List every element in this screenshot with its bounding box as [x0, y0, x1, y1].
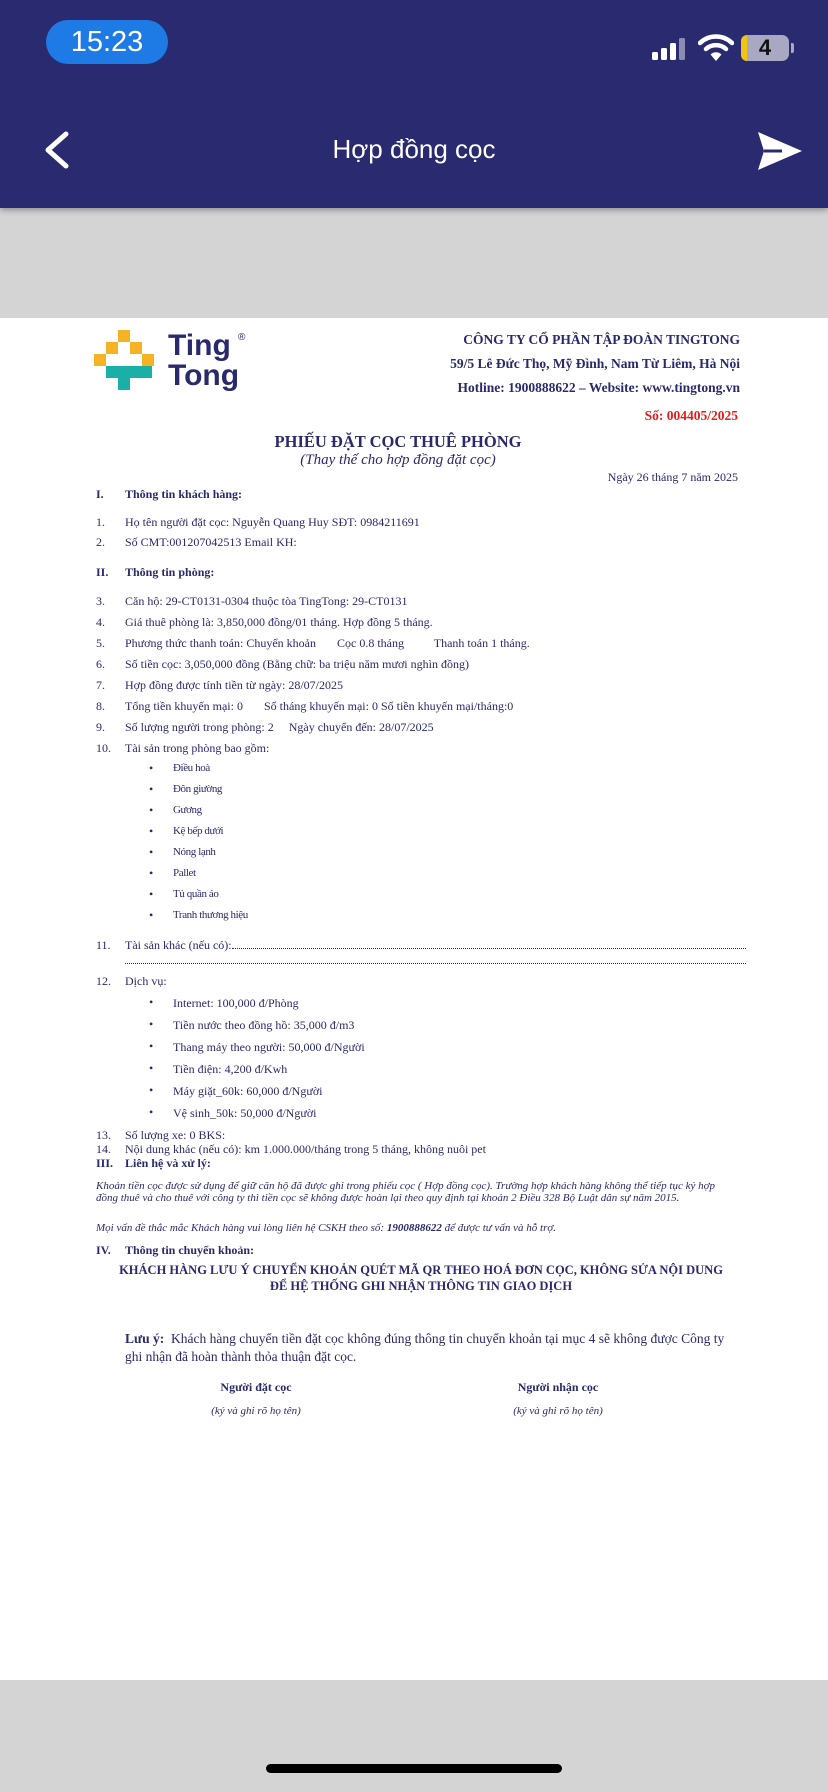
section-heading: Liên hệ và xử lý: — [125, 1156, 211, 1170]
occupants-move-in: Số lượng người trong phòng: 2 Ngày chuyển đến: 28/07/2025 — [125, 720, 434, 734]
send-icon[interactable] — [756, 130, 804, 172]
section-number: IV. — [96, 1243, 111, 1257]
list-item: Đôn giường — [173, 783, 223, 795]
receiver-signature-title: Người nhận cọc — [517, 1380, 599, 1394]
vehicle-count: Số lượng xe: 0 BKS: — [125, 1128, 226, 1142]
brand-logo — [92, 328, 252, 402]
section-number: I. — [96, 487, 104, 501]
document-date: Ngày 26 tháng 7 năm 2025 — [607, 470, 738, 484]
cellular-signal-icon — [652, 38, 688, 60]
document-title: PHIẾU ĐẶT CỌC THUÊ PHÒNG — [274, 432, 522, 451]
home-indicator[interactable] — [266, 1764, 562, 1773]
item-number: 10. — [96, 741, 111, 755]
list-item: Nóng lạnh — [173, 846, 216, 858]
depositor-signature-title: Người đặt cọc — [220, 1380, 292, 1394]
wifi-icon — [698, 34, 734, 62]
receiver-signature-hint: (ký và ghi rõ họ tên) — [513, 1405, 603, 1417]
list-item: Thang máy theo người: 50,000 đ/Người — [173, 1040, 365, 1054]
depositor-signature-hint: (ký và ghi rõ họ tên) — [211, 1405, 301, 1417]
note-text: Khách hàng chuyển tiền đặt cọc không đúng thông tin chuyển khoản tại mục 4 sẽ không được Công ty ghi nhận đã hoàn thành thỏa thuận đặt cọc. — [125, 1331, 728, 1364]
item-number: 1. — [96, 515, 105, 529]
note-label: Lưu ý: — [125, 1331, 165, 1346]
document-subtitle: (Thay thế cho hợp đồng đặt cọc) — [300, 452, 496, 468]
status-time: 15:23 — [46, 20, 168, 64]
section-heading: Thông tin phòng: — [125, 565, 215, 579]
deposit-amount: Số tiền cọc: 3,050,000 đồng (Bằng chữ: ba triệu năm mươi nghìn đồng) — [125, 657, 469, 671]
fill-in-line — [125, 963, 746, 964]
deposit-terms: Khoản tiền cọc được sử dụng để giữ căn hộ đã được ghi trong phiếu cọc ( Hợp đồng cọc). Trường hợp khách hàng không thể tiếp tục ký hợp đồng thuê và cho thuê với công ty thì tiền cọc sẽ không được hoàn lại theo quy định tại khoản 2 Điều 328 Bộ Luật dân sự năm 2015. — [96, 1180, 715, 1204]
brand-name-line1: Ting — [168, 329, 231, 362]
document-page: Ting ® Tong CÔNG TY CỔ PHẦN TẬP ĐOÀN TINGTONG 59/5 Lê Đức Thọ, Mỹ Đình, Nam Từ Liêm, Hà Nội Hotline: 1900888622 – Website: www.tingtong.vn Số: 004405/2025 PHIẾU ĐẶT CỌC THUÊ PHÒNG (Thay thế cho hợp đồng đặt cọc) Ngày 26 tháng 7 năm 2025 I. Thông tin khách hàng: 1. Họ tên người đặt cọc: Nguyễn Quang Huy SĐT: 0984211691 2. Số CMT:001207042513 Email KH: II. Thông tin phòng: 3. Căn hộ: 29-CT0131-0304 thuộc tòa TingTong: 29-CT0131 4. Giá thuê phòng là: 3,850,000 đồng/01 tháng. Hợp đồng 5 tháng. 5. Phương thức thanh toán: Chuyển khoản Cọc 0.8 tháng Thanh toán 1 tháng. 6. Số tiền cọc: 3,050,000 đồng (Bằng chữ: ba triệu năm mươi nghìn đồng) 7. Hợp đồng được tính tiền từ ngày: 28/07/2025 8. Tổng tiền khuyến mại: 0 Số tháng khuyến mại: 0 Số tiền khuyến mại/tháng:0 9. Số lượng người trong phòng: 2 Ngày chuyển đến: 28/07/2025 10. Tài sản trong phòng bao gồm: • Điều hoà • Đôn giường • Gương • Kệ bếp dưới • Nóng lạnh • Pallet • Tủ quần áo • Tranh thương hiệu 11. Tài sản khác (nếu có): 12. Dịch vụ: • Internet: 100,000 đ/Phòng • Tiền nước theo đồng hồ: 35,000 đ/m3 • Thang máy theo người: 50,000 đ/Người • Tiền điện: 4,200 đ/Kwh • Máy giặt_60k: 60,000 đ/Người • Vệ sinh_50k: 50,000 đ/Người 13. Số lượng xe: 0 BKS: 14. Nội dung khác (nếu có): km 1.000.000/tháng trong 5 tháng, không nuôi pet III. Liên hệ và xử lý: Khoản tiền cọc được sử dụng để giữ căn hộ đã được ghi trong phiếu cọc ( Hợp đồng cọc). Trường hợp khách hàng không thể tiếp tục ký hợp đồng thuê và cho thuê với công ty thì tiền cọc sẽ không được hoàn lại theo quy định tại khoản 2 Điều 328 Bộ Luật dân sự năm 2015. Mọi vấn đề thắc mắc Khách hàng vui lòng liên hệ CSKH theo số: 1900888622 để được tư vấn và hỗ trợ. IV. Thông tin chuyển khoản: KHÁCH HÀNG LƯU Ý CHUYỂN KHOẢN QUÉT MÃ QR THEO HOÁ ĐƠN CỌC, KHÔNG SỬA NỘI DUNG ĐỂ HỆ THỐNG GHI NHẬN THÔNG TIN GIAO DỊCH Lưu ý: Khách hàng chuyển tiền đặt cọc không đúng thông tin chuyển khoản tại mục 4 sẽ không được Công ty ghi nhận đã hoàn thành thỏa thuận đặt cọc. Người đặt cọc (ký và ghi rõ họ tên) Người nhận cọc (ký và ghi rõ họ tên) — [0, 318, 828, 1680]
rent-price: Giá thuê phòng là: 3,850,000 đồng/01 tháng. Hợp đồng 5 tháng. — [125, 615, 433, 629]
section-heading: Thông tin khách hàng: — [125, 487, 243, 501]
registered-mark: ® — [238, 332, 246, 343]
battery-icon — [741, 35, 789, 61]
customer-id-email: Số CMT:001207042513 Email KH: — [125, 535, 297, 549]
item-number: 2. — [96, 535, 105, 549]
other-content: Nội dung khác (nếu có): km 1.000.000/tháng trong 5 tháng, không nuôi pet — [125, 1142, 486, 1156]
item-number: 6. — [96, 657, 105, 671]
assets-heading: Tài sản trong phòng bao gồm: — [125, 741, 270, 755]
list-item: Tủ quần áo — [173, 888, 219, 900]
company-address: 59/5 Lê Đức Thọ, Mỹ Đình, Nam Từ Liêm, Hà Nội — [450, 356, 740, 371]
item-number: 14. — [96, 1142, 111, 1156]
company-name: CÔNG TY CỔ PHẦN TẬP ĐOÀN TINGTONG — [463, 332, 740, 347]
transfer-note — [125, 1330, 728, 1366]
item-number: 12. — [96, 974, 111, 988]
section-heading: Thông tin chuyển khoản: — [125, 1243, 255, 1257]
support-contact: Mọi vấn đề thắc mắc Khách hàng vui lòng liên hệ CSKH theo số: 1900888622 để được tư vấn và hỗ trợ. — [96, 1222, 557, 1234]
logo-mark-icon — [92, 328, 162, 402]
item-number: 8. — [96, 699, 105, 713]
list-item: Pallet — [173, 867, 196, 879]
item-number: 5. — [96, 636, 105, 650]
list-item: Tranh thương hiệu — [173, 909, 248, 921]
section-number: III. — [96, 1156, 114, 1170]
navigation-bar — [0, 0, 828, 208]
item-number: 4. — [96, 615, 105, 629]
contract-start-date: Hợp đồng được tính tiền từ ngày: 28/07/2025 — [125, 678, 344, 692]
company-contact: Hotline: 1900888622 – Website: www.tingtong.vn — [457, 380, 740, 395]
page-title: Hợp đồng cọc — [332, 134, 496, 164]
list-item: Kệ bếp dưới — [173, 825, 224, 837]
payment-method: Phương thức thanh toán: Chuyển khoản Cọc 0.8 tháng Thanh toán 1 tháng. — [125, 636, 530, 650]
apartment-info: Căn hộ: 29-CT0131-0304 thuộc tòa TingTong: 29-CT0131 — [125, 594, 408, 608]
item-number: 11. — [96, 938, 111, 952]
list-item: Máy giặt_60k: 60,000 đ/Người — [173, 1084, 323, 1098]
brand-name-line2: Tong — [168, 359, 240, 392]
customer-name-phone: Họ tên người đặt cọc: Nguyễn Quang Huy SĐT: 0984211691 — [125, 515, 420, 529]
services-heading: Dịch vụ: — [125, 974, 167, 988]
support-phone: 1900888622 — [386, 1222, 442, 1234]
list-item: Gương — [173, 804, 202, 816]
item-number: 3. — [96, 594, 105, 608]
item-number: 9. — [96, 720, 105, 734]
list-item: Vệ sinh_50k: 50,000 đ/Người — [173, 1106, 317, 1120]
list-item: Điều hoà — [173, 762, 210, 774]
list-item: Tiền nước theo đồng hồ: 35,000 đ/m3 — [173, 1018, 355, 1032]
fill-in-line — [232, 948, 746, 949]
other-assets-label: Tài sản khác (nếu có): — [125, 938, 232, 952]
item-number: 13. — [96, 1128, 111, 1142]
promotion-info: Tổng tiền khuyến mại: 0 Số tháng khuyến mại: 0 Số tiền khuyến mại/tháng:0 — [125, 699, 514, 713]
transfer-notice-line1: KHÁCH HÀNG LƯU Ý CHUYỂN KHOẢN QUÉT MÃ QR THEO HOÁ ĐƠN CỌC, KHÔNG SỬA NỘI DUNG — [119, 1263, 723, 1277]
section-number: II. — [96, 565, 109, 579]
item-number: 7. — [96, 678, 105, 692]
list-item: Tiền điện: 4,200 đ/Kwh — [173, 1062, 288, 1076]
transfer-notice-line2: ĐỂ HỆ THỐNG GHI NHẬN THÔNG TIN GIAO DỊCH — [269, 1279, 573, 1293]
list-item: Internet: 100,000 đ/Phòng — [173, 996, 299, 1010]
document-serial: Số: 004405/2025 — [644, 408, 738, 423]
battery-level: 4 — [758, 35, 772, 60]
